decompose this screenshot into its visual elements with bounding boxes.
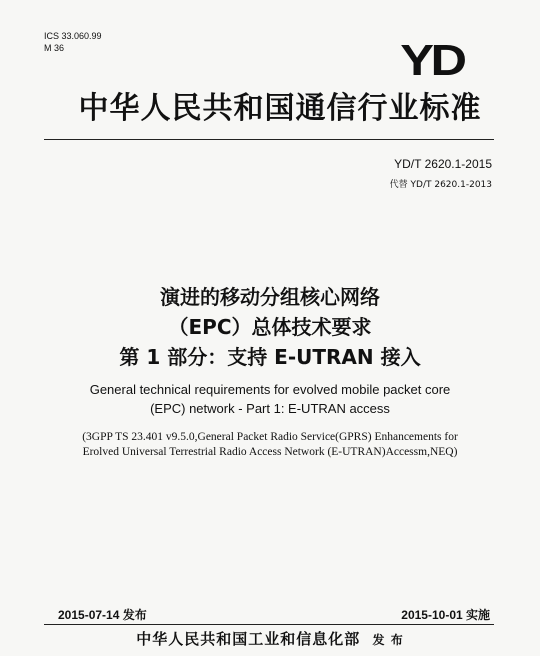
title-zh-line1: 演进的移动分组核心网络 <box>160 285 380 309</box>
equivalence-line1: (3GPP TS 23.401 v9.5.0,General Packet Radio Service(GPRS) Enhancements for <box>82 431 458 443</box>
ics-code: ICS 33.060.99 <box>44 31 102 41</box>
publish-date: 2015-07-14 发布 <box>58 608 147 622</box>
title-en-line2: (EPC) network - Part 1: E-UTRAN access <box>150 401 390 416</box>
bottom-divider <box>44 624 494 625</box>
yd-logo: YD <box>400 36 464 85</box>
standard-number: YD/T 2620.1-2015 <box>394 157 492 171</box>
effective-date: 2015-10-01 实施 <box>401 608 490 622</box>
issuer-suffix: 发 布 <box>372 633 404 647</box>
title-zh-line2: （EPC）总体技术要求 <box>168 315 372 339</box>
top-divider <box>44 139 494 140</box>
equivalence-line2: Erolved Universal Terrestrial Radio Access Network (E-UTRAN)Accessm,NEQ) <box>82 446 458 458</box>
standard-category-title: 中华人民共和国通信行业标准 <box>78 91 482 126</box>
ccs-code: M 36 <box>44 43 65 53</box>
issuer-name: 中华人民共和国工业和信息化部 <box>136 630 361 648</box>
replaces-standard: 代替 YD/T 2620.1-2013 <box>389 180 492 190</box>
title-zh-line3: 第 1 部分：支持 E-UTRAN 接入 <box>119 345 421 369</box>
issuer <box>0 628 540 649</box>
title-en-line1: General technical requirements for evolved mobile packet core <box>89 382 451 397</box>
